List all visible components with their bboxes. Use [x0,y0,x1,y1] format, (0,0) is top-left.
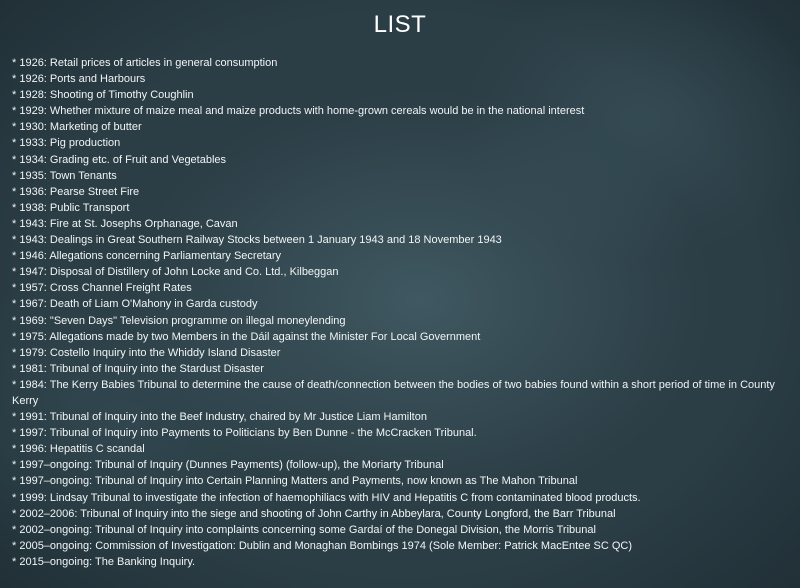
list-item: * 2005–ongoing: Commission of Investigation: Dublin and Monaghan Bombings 1974 (Sole Member: Patrick MacEntee SC QC) [12,539,632,552]
list-item: * 1984: The Kerry Babies Tribunal to determine the cause of death/connection between the bodies of two babies found within a short period of time in County Kerry [12,378,775,407]
list-item: * 1999: Lindsay Tribunal to investigate the infection of haemophiliacs with HIV and Hepatitis C from contaminated blood products. [12,491,641,504]
list-item: * 1935: Town Tenants [12,169,117,182]
slide-title: LIST [373,11,427,38]
list-item: * 1967: Death of Liam O'Mahony in Garda custody [12,298,258,311]
list-item: * 1933: Pig production [12,137,121,150]
list-item: * 1975: Allegations made by two Members in the Dáil against the Minister For Local Government [12,330,481,343]
list-item: * 1946: Allegations concerning Parliamentary Secretary [12,250,282,263]
list-item: * 1934: Grading etc. of Fruit and Vegetables [12,153,227,166]
list-item: * 2002–ongoing: Tribunal of Inquiry into complaints concerning some Gardaí of the Donegal Division, the Morris Tribunal [12,523,596,536]
list-item: * 1969: "Seven Days" Television programme on illegal moneylending [12,314,346,327]
list-item: * 1997–ongoing: Tribunal of Inquiry into Certain Planning Matters and Payments, now known as The Mahon Tribunal [12,475,578,488]
list-item: * 1943: Dealings in Great Southern Railway Stocks between 1 January 1943 and 18 November 1943 [12,234,502,247]
list-item: * 1979: Costello Inquiry into the Whiddy Island Disaster [12,346,281,359]
list-item: * 1991: Tribunal of Inquiry into the Beef Industry, chaired by Mr Justice Liam Hamilton [12,411,427,424]
list-item: * 1938: Public Transport [12,201,130,214]
inquiry-list [12,55,792,570]
list-item: * 1928: Shooting of Timothy Coughlin [12,89,194,102]
list-item: * 1957: Cross Channel Freight Rates [12,282,192,295]
list-item: * 1997: Tribunal of Inquiry into Payments to Politicians by Ben Dunne - the McCracken Tribunal. [12,427,477,440]
list-item: * 1947: Disposal of Distillery of John Locke and Co. Ltd., Kilbeggan [12,266,339,279]
list-item: * 1929: Whether mixture of maize meal and maize products with home-grown cereals would be in the national interest [12,105,585,118]
list-item: * 1936: Pearse Street Fire [12,185,140,198]
list-item: * 2002–2006: Tribunal of Inquiry into the siege and shooting of John Carthy in Abbeylara, County Longford, the Barr Tribunal [12,507,616,520]
list-item: * 1996: Hepatitis C scandal [12,443,145,456]
list-item: * 1997–ongoing: Tribunal of Inquiry (Dunnes Payments) (follow-up), the Moriarty Tribunal [12,459,444,472]
list-item: * 1926: Ports and Harbours [12,73,146,86]
list-item: * 1981: Tribunal of Inquiry into the Stardust Disaster [12,362,264,375]
list-item: * 1943: Fire at St. Josephs Orphanage, Cavan [12,217,238,230]
list-item: * 2015–ongoing: The Banking Inquiry. [12,555,196,568]
list-item: * 1926: Retail prices of articles in general consumption [12,57,278,69]
list-item: * 1930: Marketing of butter [12,121,142,134]
